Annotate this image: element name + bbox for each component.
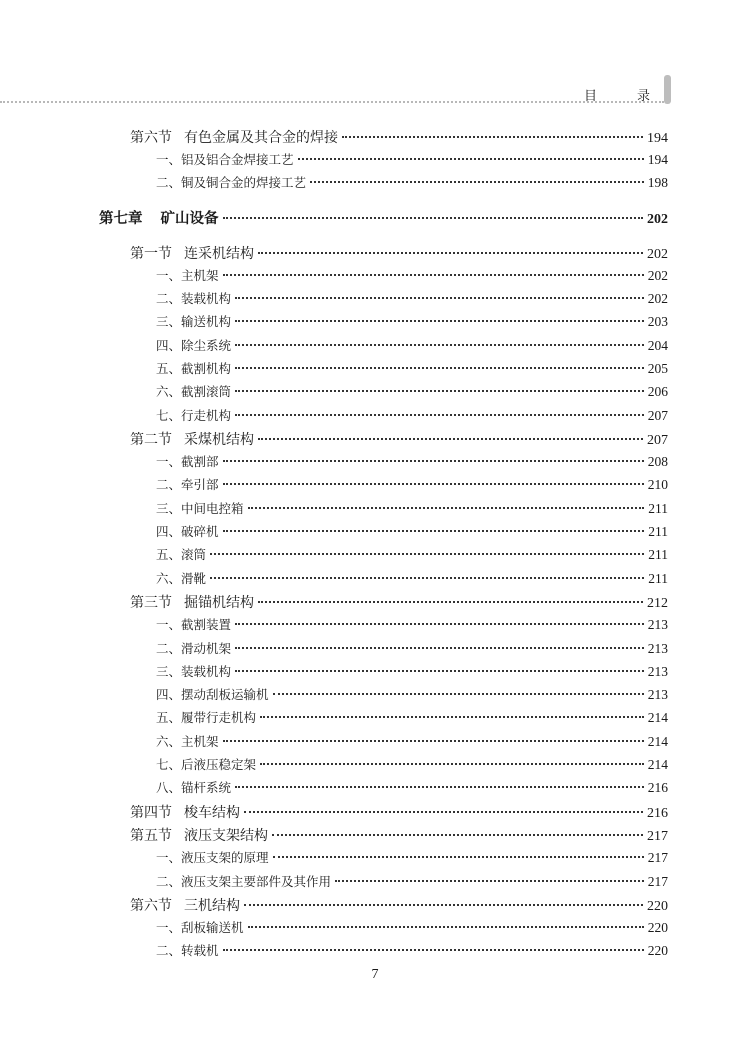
toc-dot-leader — [258, 587, 643, 603]
toc-entry-label: 一、主机架 — [156, 267, 219, 283]
toc-dot-leader — [342, 122, 643, 138]
toc-entry-label: 六、截割滚筒 — [156, 384, 232, 400]
toc-dot-leader — [258, 424, 643, 440]
toc-page-number: 194 — [647, 151, 668, 167]
toc-entry-label: 六、滑靴 — [156, 570, 207, 586]
toc-entry-label: 四、摆动刮板运输机 — [156, 687, 269, 703]
toc-entry-title: 采煤机结构 — [184, 432, 254, 449]
toc-page-number: 204 — [647, 337, 668, 353]
toc-dot-leader — [210, 541, 644, 556]
toc-dot-leader — [310, 169, 644, 184]
toc-entry-label: 三、输送机构 — [156, 314, 232, 330]
toc-dot-leader — [235, 354, 644, 369]
toc-entry-label: 二、滑动机架 — [156, 640, 232, 656]
toc-page-number: 214 — [647, 733, 668, 749]
toc-dot-leader — [273, 681, 644, 696]
toc-subsection-entry[interactable] — [156, 312, 668, 331]
toc-entry-number: 第二节 — [130, 432, 172, 449]
toc-entry-label: 二、装载机构 — [156, 291, 232, 306]
toc-entry-label: 五、履带行走机构 — [156, 710, 257, 726]
header-title-left: 目 — [584, 89, 598, 104]
toc-page-number: 202 — [647, 291, 668, 306]
toc-entry-label: 五、截割机构 — [156, 360, 232, 376]
toc-entry-label: 二、转载机 — [156, 943, 219, 959]
toc-subsection-entry[interactable] — [156, 545, 668, 564]
toc-section-entry[interactable] — [130, 894, 668, 915]
toc-dot-leader — [248, 494, 645, 509]
toc-entry-title: 掘锚机结构 — [184, 595, 254, 612]
toc-page-number: 203 — [647, 314, 668, 330]
toc-subsection-entry[interactable] — [156, 405, 668, 424]
toc-entry-label: 八、锚杆系统 — [156, 780, 232, 796]
toc-dot-leader — [223, 727, 644, 742]
toc-dot-leader — [260, 704, 644, 719]
toc-dot-leader — [235, 401, 644, 416]
toc-page-number: 194 — [647, 131, 668, 146]
toc-section-entry[interactable] — [130, 242, 668, 263]
toc-page-number: 220 — [647, 920, 668, 936]
toc-page-number: 211 — [648, 500, 668, 516]
toc-page-number: 202 — [647, 267, 668, 283]
toc-section-entry[interactable] — [130, 801, 668, 822]
toc-entry-label: 一、截割装置 — [156, 617, 232, 633]
toc-dot-leader — [298, 145, 644, 160]
toc-subsection-entry[interactable] — [156, 522, 668, 541]
toc-page-number: 211 — [648, 547, 668, 563]
toc-dot-leader — [235, 634, 644, 649]
toc-dot-leader — [258, 238, 643, 254]
toc-dot-leader — [223, 203, 644, 220]
toc-subsection-entry[interactable] — [156, 173, 668, 192]
toc-page-number: 202 — [647, 246, 668, 262]
toc-subsection-entry[interactable] — [156, 661, 668, 680]
toc-entry-label: 三、装载机构 — [156, 663, 232, 679]
toc-page-number: 208 — [647, 454, 668, 470]
toc-section-entry[interactable] — [130, 428, 668, 449]
toc-page-number: 217 — [647, 829, 668, 845]
toc-entry-title: 梭车结构 — [184, 805, 240, 822]
toc-subsection-entry[interactable] — [156, 871, 668, 890]
toc-subsection-entry[interactable] — [156, 941, 668, 960]
toc-chapter-entry[interactable] — [99, 207, 668, 229]
toc-page-number: 210 — [647, 477, 668, 493]
toc-subsection-entry[interactable] — [156, 638, 668, 657]
toc-page-number: 216 — [647, 806, 668, 822]
toc-entry-label: 二、牵引部 — [156, 477, 219, 493]
toc-page-number: 212 — [647, 596, 668, 612]
toc-entry-label: 二、铜及铜合金的焊接工艺 — [156, 175, 307, 191]
toc-subsection-entry[interactable] — [156, 568, 668, 587]
toc-entry-number: 第三节 — [130, 595, 172, 612]
header-title-right: 录 — [636, 89, 650, 104]
toc-subsection-entry[interactable] — [156, 731, 668, 750]
toc-dot-leader — [235, 331, 644, 346]
toc-dot-leader — [235, 657, 644, 672]
toc-page-number: 214 — [647, 757, 668, 772]
toc-entry-label: 七、后液压稳定架 — [156, 757, 257, 772]
toc-entry-number: 第五节 — [130, 828, 172, 845]
toc-entry-number: 第四节 — [130, 805, 172, 822]
toc-dot-leader — [235, 308, 644, 323]
toc-subsection-entry[interactable] — [156, 382, 668, 401]
toc-entry-label: 一、铝及铝合金焊接工艺 — [156, 151, 294, 167]
toc-entry-number: 第六节 — [130, 898, 172, 915]
toc-entry-title: 有色金属及其合金的焊接 — [184, 130, 338, 146]
toc-entry-number: 第一节 — [130, 245, 172, 262]
toc-subsection-entry[interactable] — [156, 778, 668, 797]
toc-entry-label: 七、行走机构 — [156, 407, 232, 423]
toc-subsection-entry[interactable] — [156, 452, 668, 471]
toc-page-number: 217 — [647, 850, 668, 866]
toc-subsection-entry[interactable] — [156, 918, 668, 937]
toc-page-number: 217 — [647, 873, 668, 889]
toc-subsection-entry[interactable] — [156, 615, 668, 634]
toc-dot-leader — [223, 261, 644, 276]
toc-entry-label — [130, 429, 254, 449]
toc-dot-leader — [235, 611, 644, 626]
toc-page-number: 205 — [647, 360, 668, 376]
toc-entry-label — [130, 127, 338, 147]
toc-page-number: 214 — [647, 710, 668, 726]
page-number: 7 — [371, 967, 379, 982]
toc-page-number: 213 — [647, 617, 668, 633]
toc-subsection-entry[interactable] — [156, 755, 668, 774]
toc-entry-label — [130, 243, 254, 263]
toc-dot-leader — [235, 774, 644, 789]
toc-dot-leader — [223, 518, 645, 533]
toc-page-number: 216 — [647, 780, 668, 796]
toc-dot-leader — [223, 471, 644, 486]
toc-subsection-entry[interactable] — [156, 475, 668, 494]
toc-entry-label: 一、截割部 — [156, 454, 219, 470]
toc-entry-label: 六、主机架 — [156, 733, 219, 749]
toc-dot-leader — [244, 797, 643, 813]
toc-page-number: 211 — [648, 524, 668, 539]
toc-entry-label: 二、液压支架主要部件及其作用 — [156, 873, 332, 889]
toc-entry-title: 连采机结构 — [184, 245, 254, 262]
toc-entry-label — [99, 207, 219, 228]
toc-page-number: 211 — [648, 570, 668, 586]
toc-subsection-entry[interactable] — [156, 149, 668, 168]
toc-entry-title: 矿山设备 — [160, 210, 219, 228]
toc-entry-label — [130, 802, 240, 822]
toc-entry-number: 第七章 — [99, 210, 143, 228]
toc-subsection-entry[interactable] — [156, 289, 668, 308]
toc-page-number: 213 — [647, 640, 668, 656]
toc-subsection-entry[interactable] — [156, 498, 668, 517]
toc-dot-leader — [235, 378, 644, 393]
toc-dot-leader — [223, 448, 644, 463]
toc-page-number: 206 — [647, 384, 668, 400]
toc-dot-leader — [223, 937, 644, 952]
toc-dot-leader — [210, 564, 644, 579]
toc-entry-title: 液压支架结构 — [184, 828, 268, 845]
toc-entry-title: 三机结构 — [184, 898, 240, 915]
toc-subsection-entry[interactable] — [156, 848, 668, 867]
toc-subsection-entry[interactable] — [156, 708, 668, 727]
toc-entry-number: 第六节 — [130, 130, 172, 146]
toc-page-number: 213 — [647, 687, 668, 703]
toc-entry-label: 一、液压支架的原理 — [156, 850, 269, 866]
toc-entry-label — [130, 825, 268, 845]
toc-dot-leader — [244, 890, 643, 906]
toc-dot-leader — [260, 751, 644, 766]
toc-page-number: 207 — [647, 433, 668, 449]
toc-page-number: 220 — [647, 943, 668, 959]
toc-entry-label: 一、刮板输送机 — [156, 920, 244, 936]
toc-dot-leader — [272, 820, 643, 836]
toc-subsection-entry[interactable] — [156, 685, 668, 704]
toc-entry-label — [130, 592, 254, 612]
toc-subsection-entry[interactable] — [156, 358, 668, 377]
toc-dot-leader — [335, 867, 644, 882]
toc-page-number: 207 — [647, 407, 668, 423]
toc-section-entry[interactable] — [130, 591, 668, 612]
toc-dot-leader — [235, 285, 644, 300]
toc-page-number: 202 — [647, 212, 668, 228]
toc-page-number: 213 — [647, 663, 668, 679]
toc-subsection-entry[interactable] — [156, 335, 668, 354]
toc-section-entry[interactable] — [130, 126, 668, 147]
toc-entry-label: 五、滚筒 — [156, 547, 207, 563]
toc-page-number: 198 — [647, 175, 668, 191]
toc-section-entry[interactable] — [130, 824, 668, 845]
toc-dot-leader — [248, 914, 644, 929]
toc-entry-label — [130, 895, 240, 915]
toc-page-number: 220 — [647, 899, 668, 915]
toc-entry-label: 四、除尘系统 — [156, 337, 232, 353]
toc-subsection-entry[interactable] — [156, 265, 668, 284]
toc-dot-leader — [273, 844, 644, 859]
toc-entry-label: 四、破碎机 — [156, 524, 219, 539]
toc-entry-label: 三、中间电控箱 — [156, 500, 244, 516]
